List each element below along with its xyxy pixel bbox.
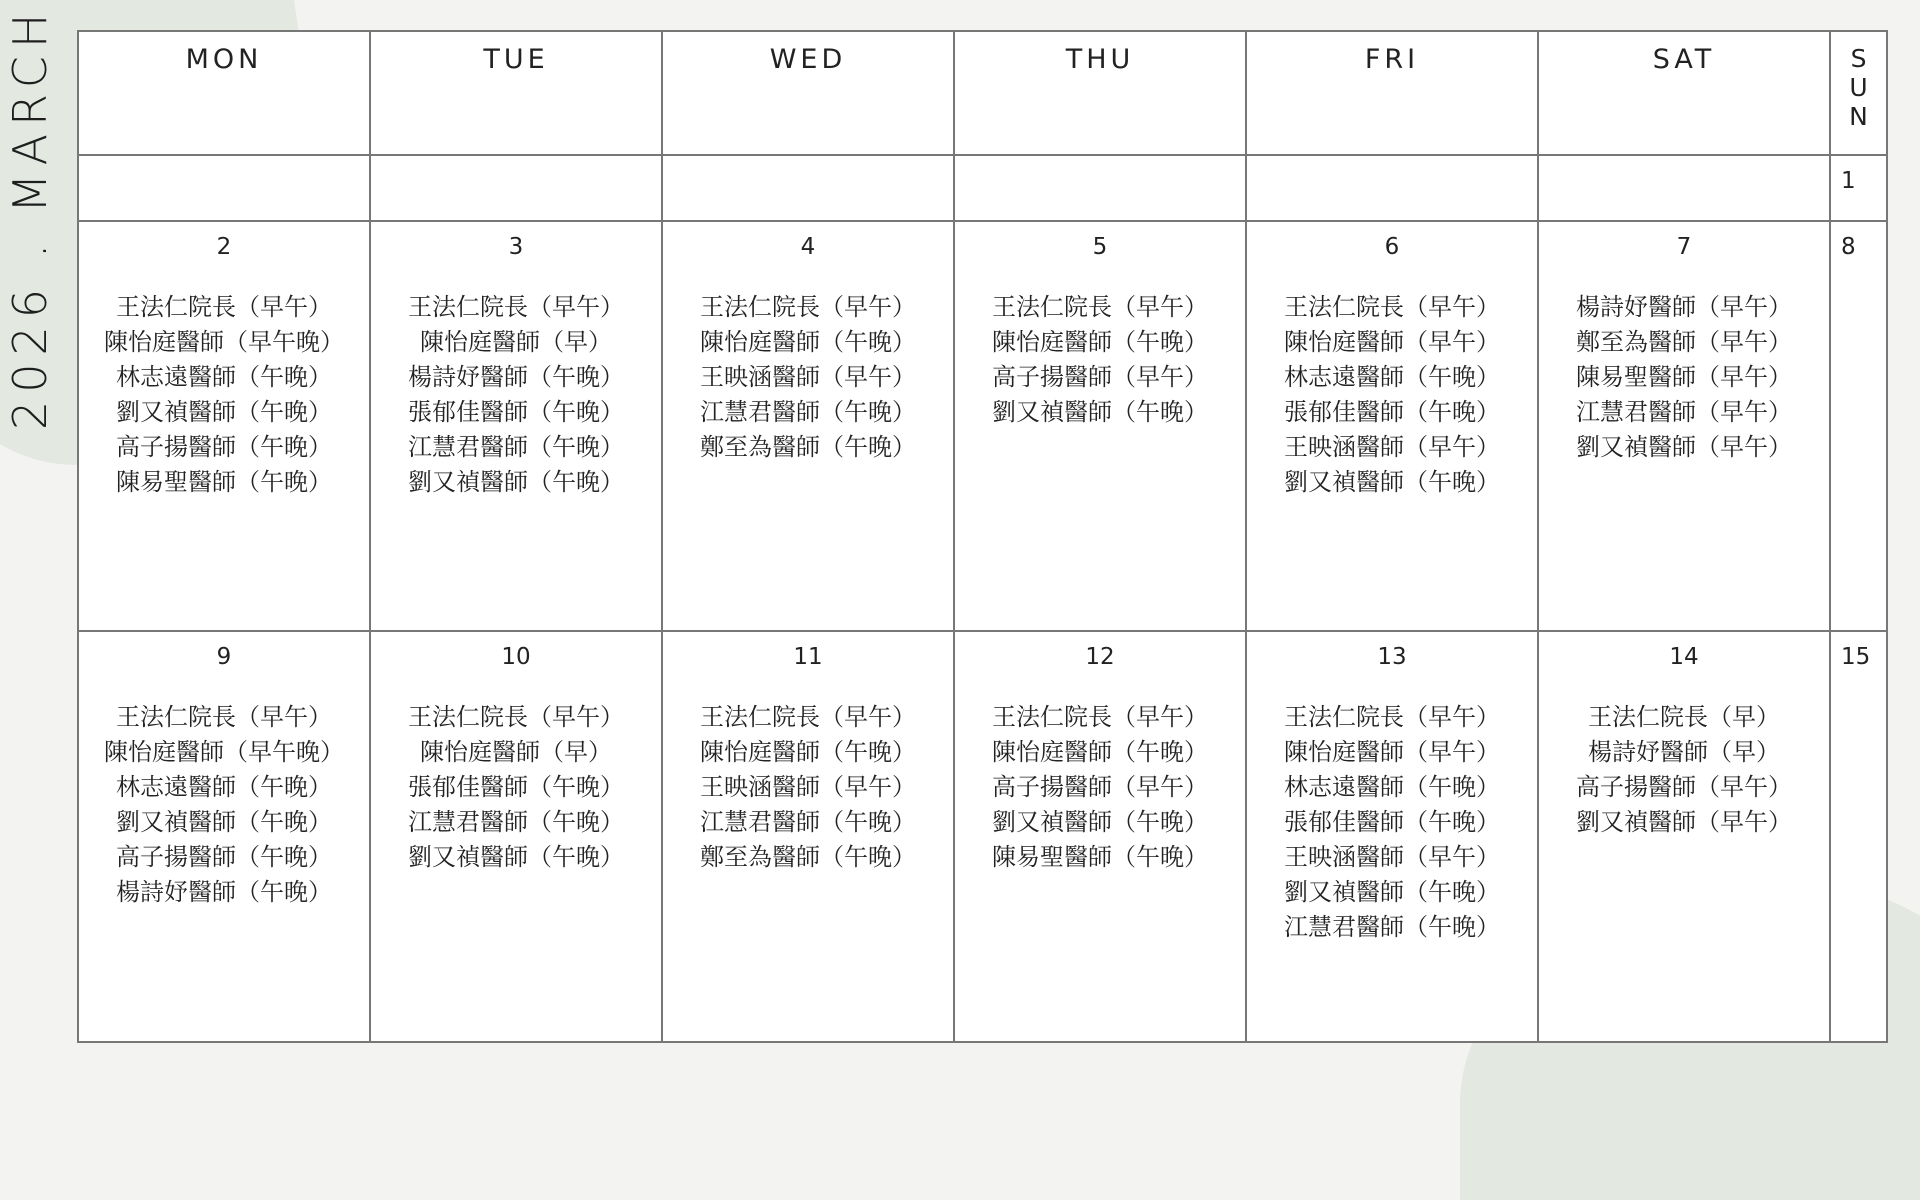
doctor-schedule-entry: 高子揚醫師（早午） — [992, 773, 1208, 801]
day-cell — [1539, 156, 1831, 222]
doctor-schedule-entry: 王映涵醫師（早午） — [700, 773, 916, 801]
weekday-header-wed: WED — [663, 32, 955, 156]
doctor-schedule-entry: 陳怡庭醫師（早） — [420, 328, 612, 356]
day-number: 9 — [216, 644, 232, 670]
doctor-schedule-list — [1247, 700, 1537, 945]
doctor-schedule-entry: 王法仁院長（早午） — [992, 293, 1208, 321]
doctor-schedule-entry: 王法仁院長（早午） — [116, 703, 332, 731]
doctor-schedule-entry: 王法仁院長（早午） — [1284, 293, 1500, 321]
doctor-schedule-entry: 江慧君醫師（午晚） — [408, 433, 624, 461]
doctor-schedule-entry: 林志遠醫師（午晚） — [1284, 773, 1500, 801]
day-number: 4 — [800, 234, 816, 260]
doctor-schedule-list — [371, 290, 661, 500]
doctor-schedule-entry: 高子揚醫師（早午） — [992, 363, 1208, 391]
weekday-header-tue: TUE — [371, 32, 663, 156]
doctor-schedule-entry: 陳怡庭醫師（午晚） — [700, 738, 916, 766]
doctor-schedule-list — [1539, 290, 1829, 465]
doctor-schedule-entry: 林志遠醫師（午晚） — [116, 363, 332, 391]
doctor-schedule-entry: 劉又禎醫師（早午） — [1576, 433, 1792, 461]
doctor-schedule-entry: 鄭至為醫師（午晚） — [700, 843, 916, 871]
doctor-schedule-entry: 王映涵醫師（早午） — [1284, 433, 1500, 461]
calendar-title: 2026 . MARCH — [3, 5, 57, 430]
doctor-schedule-list — [955, 290, 1245, 430]
day-cell — [663, 156, 955, 222]
doctor-schedule-entry: 張郁佳醫師（午晚） — [1284, 808, 1500, 836]
doctor-schedule-entry: 高子揚醫師（午晚） — [116, 843, 332, 871]
day-cell — [371, 222, 663, 632]
doctor-schedule-entry: 王法仁院長（早午） — [700, 703, 916, 731]
day-cell — [1247, 156, 1539, 222]
weekday-header-sat: SAT — [1539, 32, 1831, 156]
doctor-schedule-entry: 陳怡庭醫師（早午） — [1284, 738, 1500, 766]
doctor-schedule-entry: 江慧君醫師（午晚） — [700, 398, 916, 426]
doctor-schedule-entry: 陳易聖醫師（午晚） — [116, 468, 332, 496]
doctor-schedule-entry: 陳怡庭醫師（午晚） — [700, 328, 916, 356]
day-number: 12 — [1085, 644, 1115, 670]
doctor-schedule-list — [79, 700, 369, 910]
doctor-schedule-entry: 王映涵醫師（早午） — [700, 363, 916, 391]
doctor-schedule-list — [663, 700, 953, 875]
doctor-schedule-entry: 高子揚醫師（午晚） — [116, 433, 332, 461]
doctor-schedule-entry: 鄭至為醫師（早午） — [1576, 328, 1792, 356]
weekday-header-sun-letter: S — [1850, 44, 1867, 73]
doctor-schedule-entry: 劉又禎醫師（午晚） — [116, 808, 332, 836]
day-number: 6 — [1384, 234, 1400, 260]
doctor-schedule-entry: 劉又禎醫師（午晚） — [408, 468, 624, 496]
doctor-schedule-entry: 劉又禎醫師（午晚） — [1284, 468, 1500, 496]
doctor-schedule-entry: 王法仁院長（早） — [1588, 703, 1780, 731]
day-cell — [371, 632, 663, 1043]
doctor-schedule-entry: 楊詩妤醫師（早午） — [1576, 293, 1792, 321]
day-number: 13 — [1377, 644, 1407, 670]
doctor-schedule-entry: 陳怡庭醫師（早） — [420, 738, 612, 766]
weekday-header-thu: THU — [955, 32, 1247, 156]
calendar-grid — [77, 30, 1888, 1043]
doctor-schedule-list — [663, 290, 953, 465]
day-number: 1 — [1841, 168, 1856, 194]
doctor-schedule-entry: 王法仁院長（早午） — [408, 293, 624, 321]
weekday-header-sun — [1831, 32, 1888, 156]
weekday-header-mon: MON — [79, 32, 371, 156]
doctor-schedule-entry: 王法仁院長（早午） — [408, 703, 624, 731]
doctor-schedule-entry: 劉又禎醫師（早午） — [1576, 808, 1792, 836]
doctor-schedule-entry: 陳易聖醫師（早午） — [1576, 363, 1792, 391]
doctor-schedule-entry: 王法仁院長（早午） — [116, 293, 332, 321]
day-cell — [955, 222, 1247, 632]
day-number: 5 — [1092, 234, 1108, 260]
doctor-schedule-entry: 陳怡庭醫師（午晚） — [992, 328, 1208, 356]
doctor-schedule-entry: 劉又禎醫師（午晚） — [992, 398, 1208, 426]
doctor-schedule-entry: 陳怡庭醫師（早午） — [1284, 328, 1500, 356]
doctor-schedule-entry: 陳怡庭醫師（早午晚） — [104, 738, 344, 766]
day-number: 15 — [1841, 644, 1871, 670]
doctor-schedule-entry: 陳易聖醫師（午晚） — [992, 843, 1208, 871]
doctor-schedule-list — [79, 290, 369, 500]
day-cell — [371, 156, 663, 222]
day-cell — [1247, 632, 1539, 1043]
doctor-schedule-entry: 楊詩妤醫師（午晚） — [408, 363, 624, 391]
doctor-schedule-entry: 張郁佳醫師（午晚） — [408, 773, 624, 801]
doctor-schedule-list — [1247, 290, 1537, 500]
day-number: 14 — [1669, 644, 1699, 670]
day-cell — [663, 222, 955, 632]
doctor-schedule-entry: 楊詩妤醫師（午晚） — [116, 878, 332, 906]
day-cell — [1539, 632, 1831, 1043]
doctor-schedule-entry: 楊詩妤醫師（早） — [1588, 738, 1780, 766]
day-cell — [1831, 156, 1888, 222]
doctor-schedule-entry: 鄭至為醫師（午晚） — [700, 433, 916, 461]
doctor-schedule-entry: 劉又禎醫師（午晚） — [992, 808, 1208, 836]
weekday-header-sun-letter: U — [1849, 73, 1868, 102]
weekday-header-sun-letter: N — [1849, 102, 1868, 131]
doctor-schedule-entry: 張郁佳醫師（午晚） — [1284, 398, 1500, 426]
doctor-schedule-entry: 陳怡庭醫師（早午晚） — [104, 328, 344, 356]
day-cell — [1831, 222, 1888, 632]
day-cell — [955, 632, 1247, 1043]
doctor-schedule-entry: 高子揚醫師（早午） — [1576, 773, 1792, 801]
day-cell — [79, 222, 371, 632]
doctor-schedule-entry: 王法仁院長（早午） — [700, 293, 916, 321]
doctor-schedule-entry: 劉又禎醫師（午晚） — [408, 843, 624, 871]
day-number: 2 — [216, 234, 232, 260]
day-number: 11 — [793, 644, 823, 670]
doctor-schedule-entry: 江慧君醫師（午晚） — [1284, 913, 1500, 941]
day-cell — [1831, 632, 1888, 1043]
doctor-schedule-entry: 林志遠醫師（午晚） — [1284, 363, 1500, 391]
doctor-schedule-entry: 張郁佳醫師（午晚） — [408, 398, 624, 426]
doctor-schedule-entry: 劉又禎醫師（午晚） — [116, 398, 332, 426]
weekday-header-fri: FRI — [1247, 32, 1539, 156]
day-cell — [663, 632, 955, 1043]
doctor-schedule-entry: 王映涵醫師（早午） — [1284, 843, 1500, 871]
doctor-schedule-entry: 江慧君醫師（午晚） — [700, 808, 916, 836]
day-number: 8 — [1841, 234, 1856, 260]
day-cell — [1539, 222, 1831, 632]
doctor-schedule-entry: 林志遠醫師（午晚） — [116, 773, 332, 801]
doctor-schedule-entry: 王法仁院長（早午） — [992, 703, 1208, 731]
doctor-schedule-list — [371, 700, 661, 875]
day-number: 10 — [501, 644, 531, 670]
day-cell — [955, 156, 1247, 222]
doctor-schedule-entry: 江慧君醫師（午晚） — [408, 808, 624, 836]
doctor-schedule-entry: 王法仁院長（早午） — [1284, 703, 1500, 731]
doctor-schedule-entry: 劉又禎醫師（午晚） — [1284, 878, 1500, 906]
day-number: 3 — [508, 234, 524, 260]
day-cell — [79, 632, 371, 1043]
doctor-schedule-list — [1539, 700, 1829, 840]
day-cell — [79, 156, 371, 222]
doctor-schedule-entry: 陳怡庭醫師（午晚） — [992, 738, 1208, 766]
doctor-schedule-list — [955, 700, 1245, 875]
doctor-schedule-entry: 江慧君醫師（早午） — [1576, 398, 1792, 426]
day-number: 7 — [1676, 234, 1692, 260]
day-cell — [1247, 222, 1539, 632]
